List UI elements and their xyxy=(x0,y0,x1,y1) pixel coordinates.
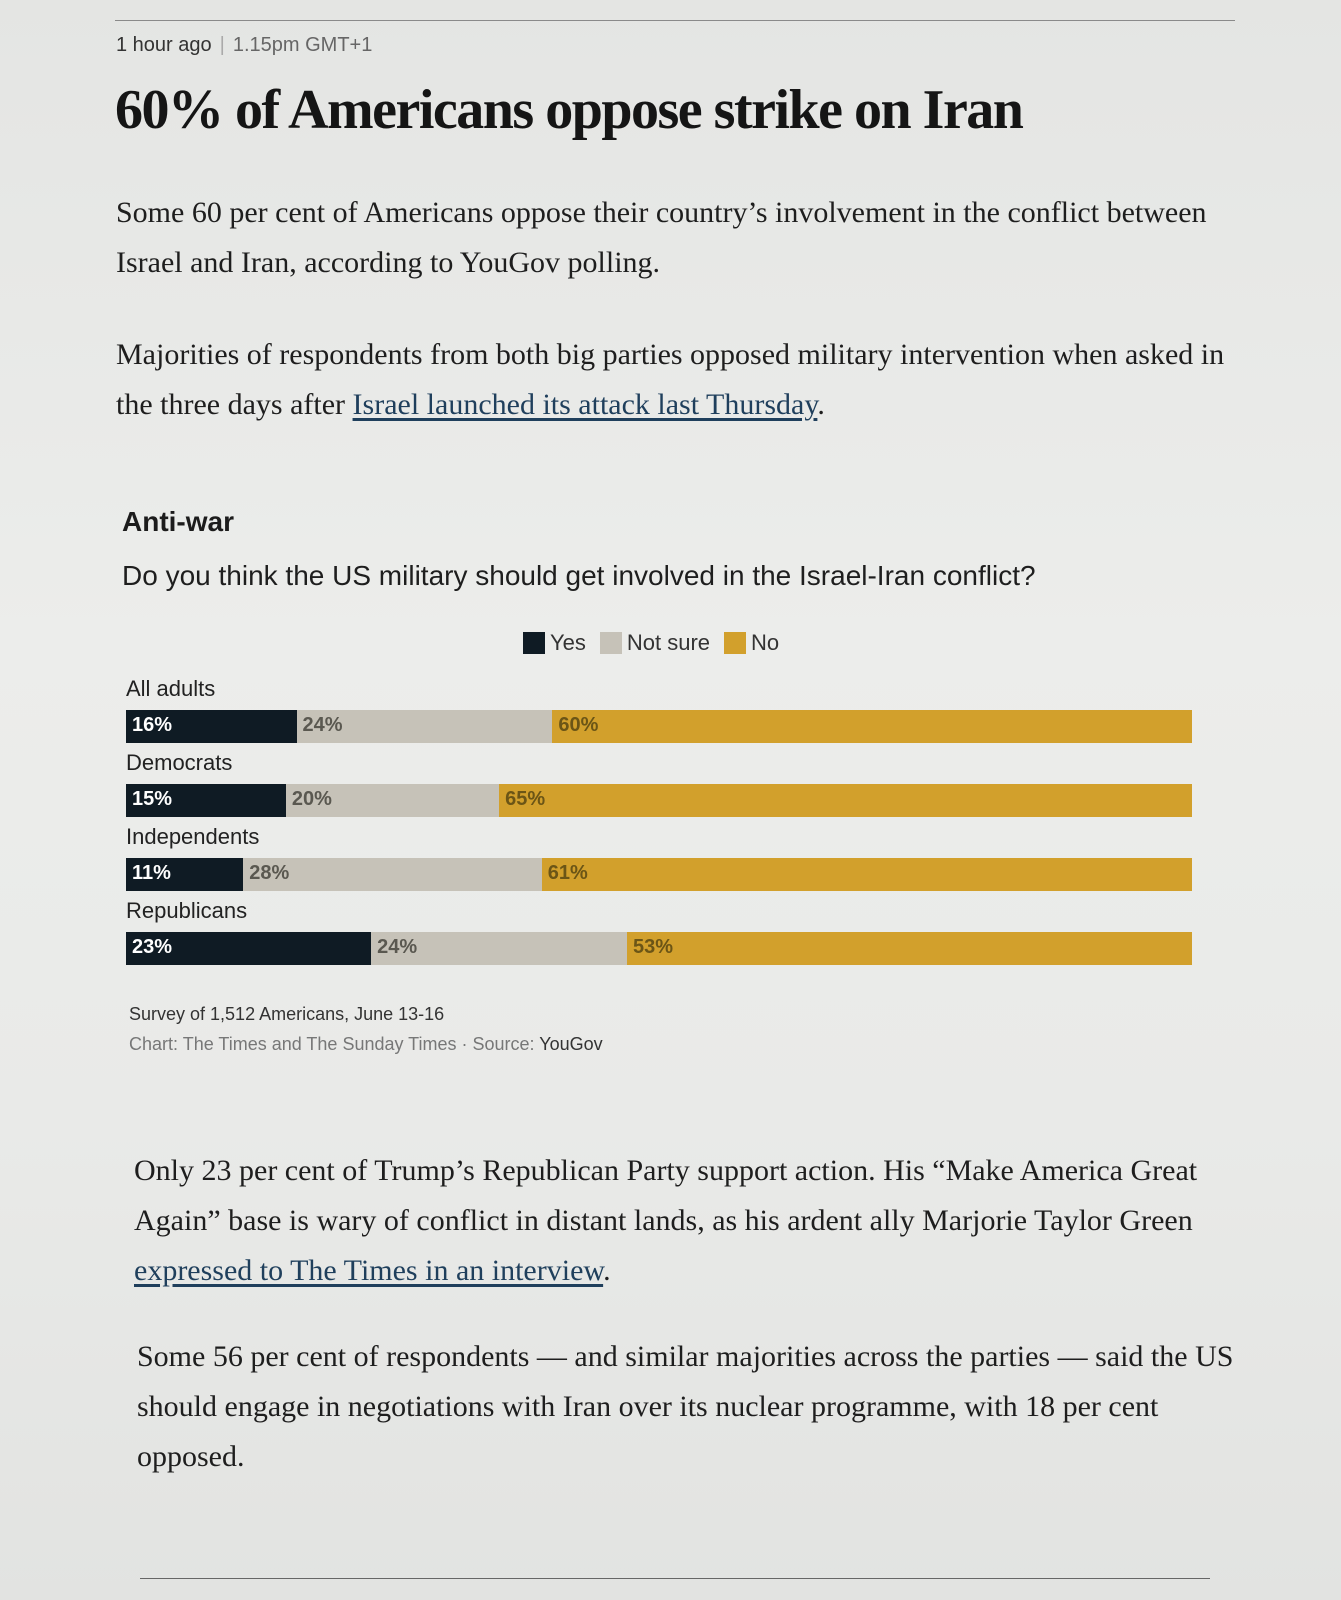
chart-note: Survey of 1,512 Americans, June 13-16 xyxy=(129,1004,445,1024)
top-divider xyxy=(115,20,1235,21)
chart-credit-source: YouGov xyxy=(539,1034,603,1054)
chart-credit-chart: Chart: The Times and The Sunday Times xyxy=(129,1034,457,1054)
data-label: 11% xyxy=(132,862,171,884)
paragraph-3-text: Only 23 per cent of Trump’s Republican Party support action. His “Make America Great Again” base is wary of conflict in distant lands, as his ardent ally Marjorie Taylor Green xyxy=(134,1154,1198,1237)
paragraph-2 xyxy=(116,330,1236,430)
data-label: 60% xyxy=(558,714,599,736)
data-label: 16% xyxy=(132,714,173,736)
bar-segment-no xyxy=(552,710,1192,743)
post-meta xyxy=(116,34,372,57)
legend-item-no xyxy=(724,630,779,656)
paragraph-2-end: . xyxy=(817,388,825,421)
bar-segment-no xyxy=(499,784,1192,817)
bar-segment-yes xyxy=(126,784,286,817)
category-label: Independents xyxy=(126,824,260,849)
bar-row-independents xyxy=(126,858,1192,891)
chart-title: Anti-war xyxy=(122,506,234,537)
bar-row-democrats xyxy=(126,784,1192,817)
bar-segment-yes xyxy=(126,932,371,965)
post-time: 1.15pm GMT+1 xyxy=(232,34,373,56)
legend-swatch xyxy=(724,632,746,654)
category-label: Republicans xyxy=(126,898,248,923)
data-label: 24% xyxy=(302,714,343,736)
paragraph-4: Some 56 per cent of respondents — and similar majorities across the parties — said the US should engage in negotiations with Iran over its nuclear programme, with 18 per cent opposed. xyxy=(137,1340,1234,1473)
legend-item-yes xyxy=(523,630,586,656)
data-label: 24% xyxy=(377,936,418,958)
bar-row-republicans xyxy=(126,932,1192,965)
paragraph-1: Some 60 per cent of Americans oppose their country’s involvement in the conflict between Israel and Iran, according to YouGov polling. xyxy=(116,196,1207,279)
data-label: 28% xyxy=(249,862,290,884)
bar-segment-yes xyxy=(126,858,243,891)
data-label: 20% xyxy=(291,788,332,810)
data-label: 15% xyxy=(132,788,173,810)
israel-attack-link[interactable]: Israel launched its attack last Thursday xyxy=(352,388,818,421)
chart-legend xyxy=(523,630,793,656)
headline: 60% of Americans oppose strike on Iran xyxy=(115,79,1023,141)
legend-label: Not sure xyxy=(626,630,711,655)
paragraph-2-text: Majorities of respondents from both big parties opposed military intervention when asked in the three days after xyxy=(116,338,1225,421)
legend-swatch xyxy=(523,632,545,654)
legend-label: Yes xyxy=(550,630,586,655)
legend-item-not-sure xyxy=(600,630,710,656)
chart-credit xyxy=(129,1034,603,1055)
bar-segment-not-sure xyxy=(243,858,541,891)
bar-segment-no xyxy=(627,932,1192,965)
bar-segment-not-sure xyxy=(371,932,627,965)
bar-segment-not-sure xyxy=(286,784,499,817)
chart-credit-sep: · Source: xyxy=(456,1034,540,1054)
paragraph-3 xyxy=(134,1146,1254,1296)
data-label: 65% xyxy=(505,788,546,810)
data-label: 53% xyxy=(633,936,674,958)
data-label: 23% xyxy=(132,936,173,958)
chart-subtitle: Do you think the US military should get involved in the Israel-Iran conflict? xyxy=(122,560,1036,591)
bar-row-all-adults xyxy=(126,710,1192,743)
legend-swatch xyxy=(600,632,622,654)
bar-segment-no xyxy=(542,858,1192,891)
paragraph-3-end: . xyxy=(603,1254,611,1287)
bottom-divider xyxy=(140,1578,1210,1579)
data-label: 61% xyxy=(547,862,588,884)
bar-segment-not-sure xyxy=(297,710,553,743)
post-age: 1 hour ago xyxy=(116,34,212,56)
times-interview-link[interactable]: expressed to The Times in an interview xyxy=(134,1254,604,1287)
legend-label: No xyxy=(751,630,780,655)
meta-separator: | xyxy=(219,34,225,56)
bar-segment-yes xyxy=(126,710,297,743)
category-label: All adults xyxy=(126,676,216,701)
stacked-bar-chart xyxy=(126,676,1216,980)
category-label: Democrats xyxy=(126,750,233,775)
